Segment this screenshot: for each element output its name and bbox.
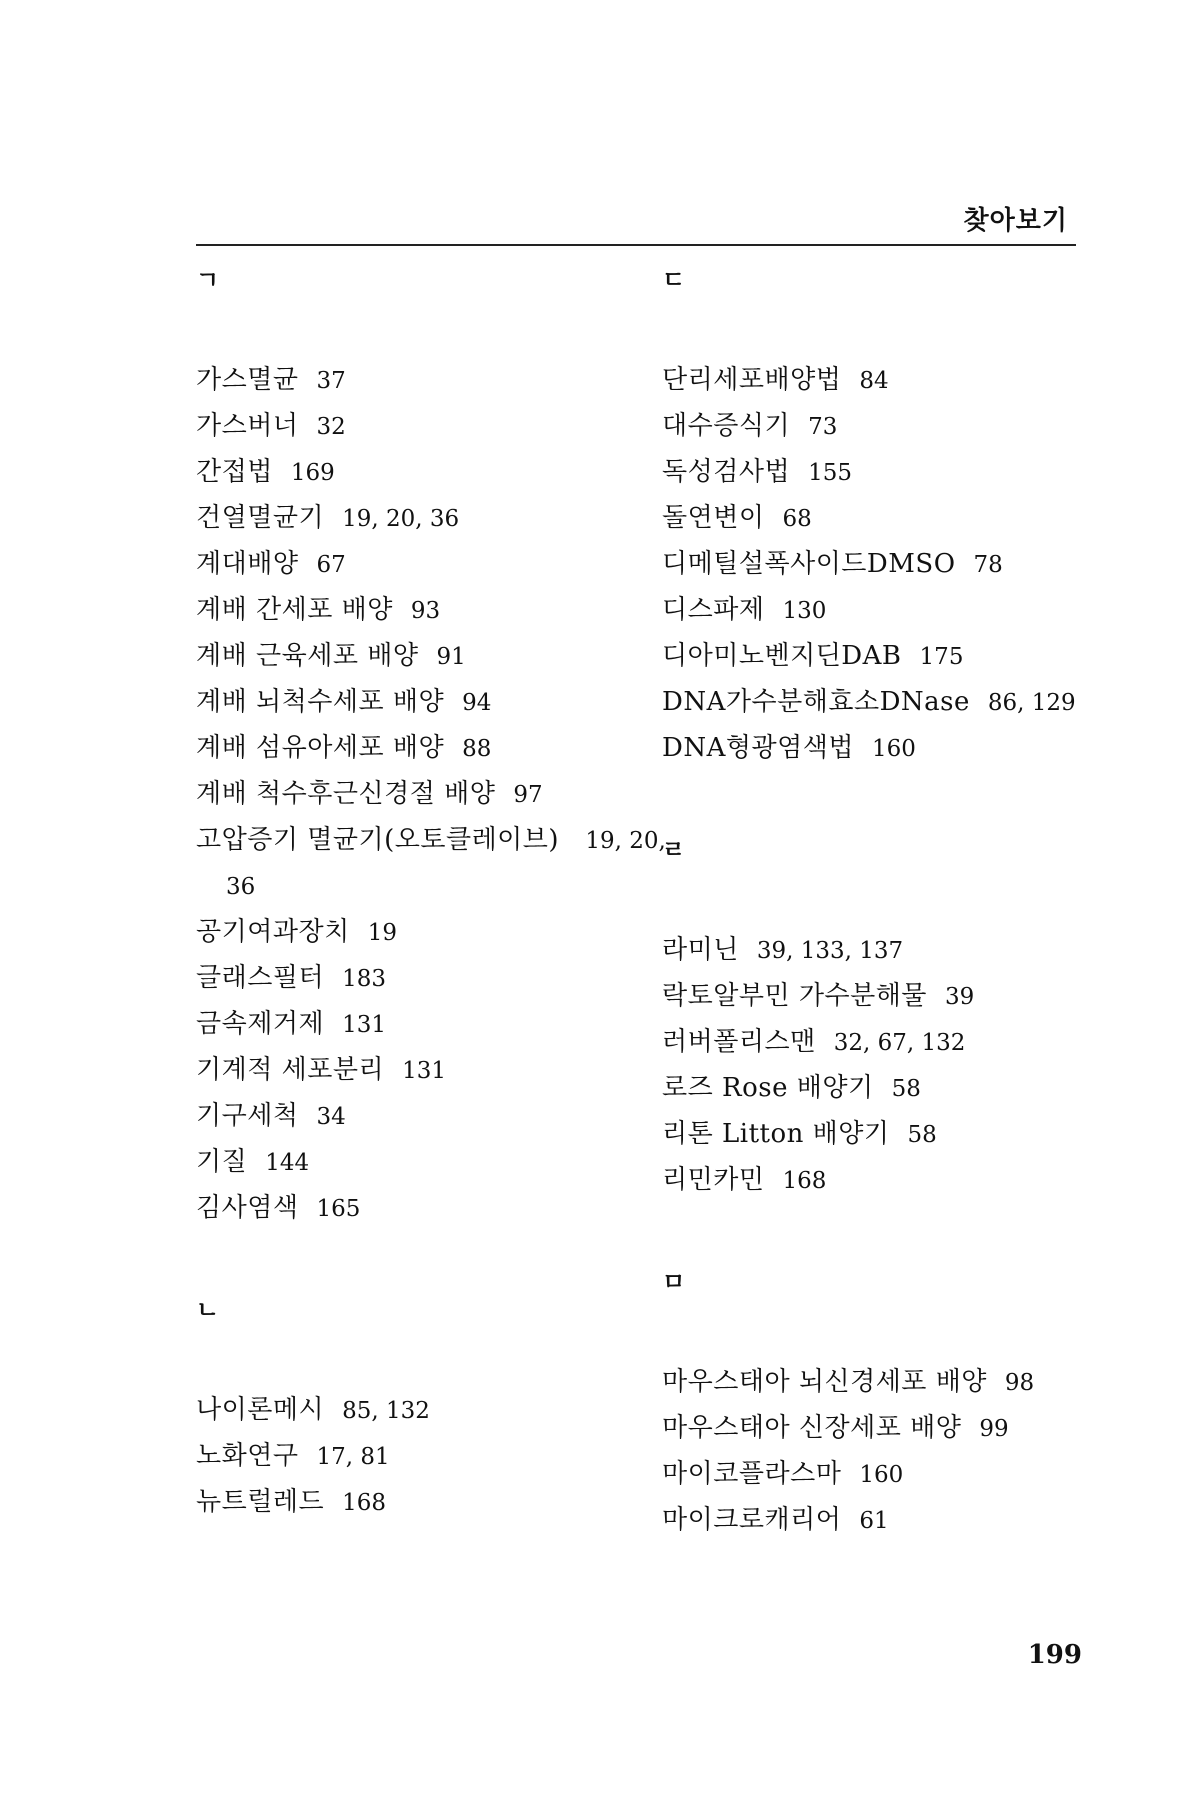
entry-pages: 169 [290,460,335,486]
index-entry [196,588,646,634]
index-entry [662,358,1112,404]
index-entry [196,450,646,496]
entry-pages: 160 [859,1462,904,1488]
index-title: 찾아보기 [963,206,1068,236]
entry-pages: 73 [808,414,838,440]
section-spacer [662,772,1112,838]
entry-pages: 131 [342,1012,386,1038]
entry-pages: 61 [859,1508,889,1534]
entry-term: 계배 근육세포 배양 [196,641,419,671]
index-entry [662,1020,1112,1066]
entry-pages: 19, 20, 36 [226,828,666,900]
entry-term: 뉴트럴레드 [196,1487,325,1517]
index-entry [662,1112,1112,1158]
entry-term: 디메틸설폭사이드DMSO [662,549,956,579]
entry-term: 락토알부민 가수분해물 [662,981,927,1011]
index-entry [662,634,1112,680]
entry-pages: 168 [342,1490,386,1516]
page-number: 199 [1027,1640,1082,1670]
entry-term: 계배 간세포 배양 [196,595,393,625]
entry-pages: 84 [859,368,889,394]
section-letter: ㄱ [196,266,220,294]
entry-term: 기계적 세포분리 [196,1055,385,1085]
index-section-nieun [196,1298,646,1526]
index-entry [662,1498,1112,1544]
index-entry [662,1406,1112,1452]
entry-term: 나이론메시 [196,1395,325,1425]
entry-pages: 88 [462,736,492,762]
index-entry [196,956,646,1002]
entry-pages: 85, 132 [342,1398,430,1424]
entry-pages: 68 [782,506,812,532]
entry-term: 계배 섬유아세포 배양 [196,733,445,763]
index-section-mieum [662,1270,1112,1544]
index-entry [196,404,646,450]
index-entry [196,1434,646,1480]
entry-pages: 19, 20, 36 [342,506,460,532]
entry-pages: 93 [410,598,441,624]
index-entry [196,1140,646,1186]
entry-term: 대수증식기 [662,411,791,441]
entry-term: 로즈 Rose 배양기 [662,1073,874,1103]
index-entry [662,496,1112,542]
index-entry [662,588,1112,634]
entry-term: 계배 척수후근신경절 배양 [196,779,496,809]
entry-term: 글래스필터 [196,963,325,993]
index-entry [196,680,646,726]
index-entry [196,496,646,542]
entry-pages: 98 [1004,1370,1035,1396]
entry-pages: 37 [316,368,346,394]
running-head [196,200,1076,246]
entry-term: 마우스태아 뇌신경세포 배양 [662,1367,987,1397]
section-letter: ㅁ [662,1268,686,1296]
entry-term: 리민카민 [662,1165,765,1195]
entry-term: 건열멸균기 [196,503,325,533]
index-entry [662,1360,1112,1406]
index-entry [196,1094,646,1140]
entry-pages: 39 [944,984,975,1010]
entry-pages: 32, 67, 132 [833,1030,966,1056]
entry-term: 마우스태아 신장세포 배양 [662,1413,962,1443]
index-entry [662,928,1112,974]
entry-term: 고압증기 멸균기(오토클레이브) [196,825,560,855]
entry-term: 계대배양 [196,549,299,579]
entry-pages: 97 [513,782,543,808]
entry-term: 간접법 [196,457,273,487]
entry-pages: 67 [316,552,346,578]
entry-pages: 32 [316,414,346,440]
entry-pages: 144 [265,1150,310,1176]
index-entry [662,404,1112,450]
index-section-rieul [662,838,1112,1204]
entry-term: 러버폴리스맨 [662,1027,816,1057]
entry-term: 가스멸균 [196,365,299,395]
entry-pages: 19 [367,920,397,946]
index-entry [196,1480,646,1526]
entry-term: 돌연변이 [662,503,765,533]
entry-term: DNA형광염색법 [662,733,854,763]
index-entry [196,1048,646,1094]
section-letter: ㄷ [662,266,686,294]
entry-term: 노화연구 [196,1441,299,1471]
entry-pages: 99 [979,1416,1009,1442]
entry-pages: 131 [402,1058,446,1084]
entry-pages: 130 [782,598,827,624]
entry-term: 기질 [196,1147,248,1177]
entry-term: 마이크로캐리어 [662,1505,842,1535]
entry-term: 독성검사법 [662,457,791,487]
entry-pages: 160 [871,736,916,762]
index-entry [196,542,646,588]
index-entry [662,974,1112,1020]
entry-pages: 165 [316,1196,361,1222]
entry-term: 가스버너 [196,411,299,441]
index-entry [662,1158,1112,1204]
index-entry [196,1186,646,1232]
entry-pages: 58 [907,1122,937,1148]
index-entry [196,1002,646,1048]
entry-term: 공기여과장치 [196,917,350,947]
index-entry [662,542,1112,588]
index-entry [196,772,646,818]
index-entry [662,680,1132,726]
entry-pages: 94 [462,690,492,716]
entry-term: 마이코플라스마 [662,1459,842,1489]
entry-pages: 39, 133, 137 [756,938,904,964]
section-spacer [662,1204,1112,1270]
entry-term: DNA가수분해효소DNase [662,687,970,717]
entry-term: 리톤 Litton 배양기 [662,1119,890,1149]
entry-pages: 91 [436,644,466,670]
index-entry [196,818,666,910]
entry-term: 기구세척 [196,1101,299,1131]
index-entry [662,1452,1112,1498]
section-spacer [196,1232,646,1298]
entry-pages: 155 [808,460,852,486]
entry-term: 김사염색 [196,1193,299,1223]
index-entry [196,910,646,956]
entry-term: 계배 뇌척수세포 배양 [196,687,445,717]
entry-pages: 183 [342,966,386,992]
section-letter: ㄹ [662,836,686,864]
entry-pages: 175 [919,644,964,670]
entry-pages: 17, 81 [316,1444,390,1470]
entry-pages: 34 [316,1104,346,1130]
entry-pages: 78 [973,552,1003,578]
index-entry [662,726,1112,772]
index-entry [662,1066,1112,1112]
index-section-giyeok [196,266,666,1232]
entry-term: 디스파제 [662,595,765,625]
index-entry [196,1388,646,1434]
index-column-left [196,266,666,1526]
index-entry [196,358,646,404]
entry-pages: 86, 129 [987,690,1076,716]
entry-term: 금속제거제 [196,1009,325,1039]
index-column-right [662,268,1112,1544]
entry-pages: 58 [891,1076,921,1102]
index-entry [196,726,646,772]
index-entry [196,634,646,680]
index-entry [662,450,1112,496]
entry-term: 디아미노벤지딘DAB [662,641,902,671]
entry-term: 라미닌 [662,935,739,965]
entry-term: 단리세포배양법 [662,365,842,395]
entry-pages: 168 [782,1168,827,1194]
index-section-digeut [662,268,1112,772]
section-letter: ㄴ [196,1296,220,1324]
